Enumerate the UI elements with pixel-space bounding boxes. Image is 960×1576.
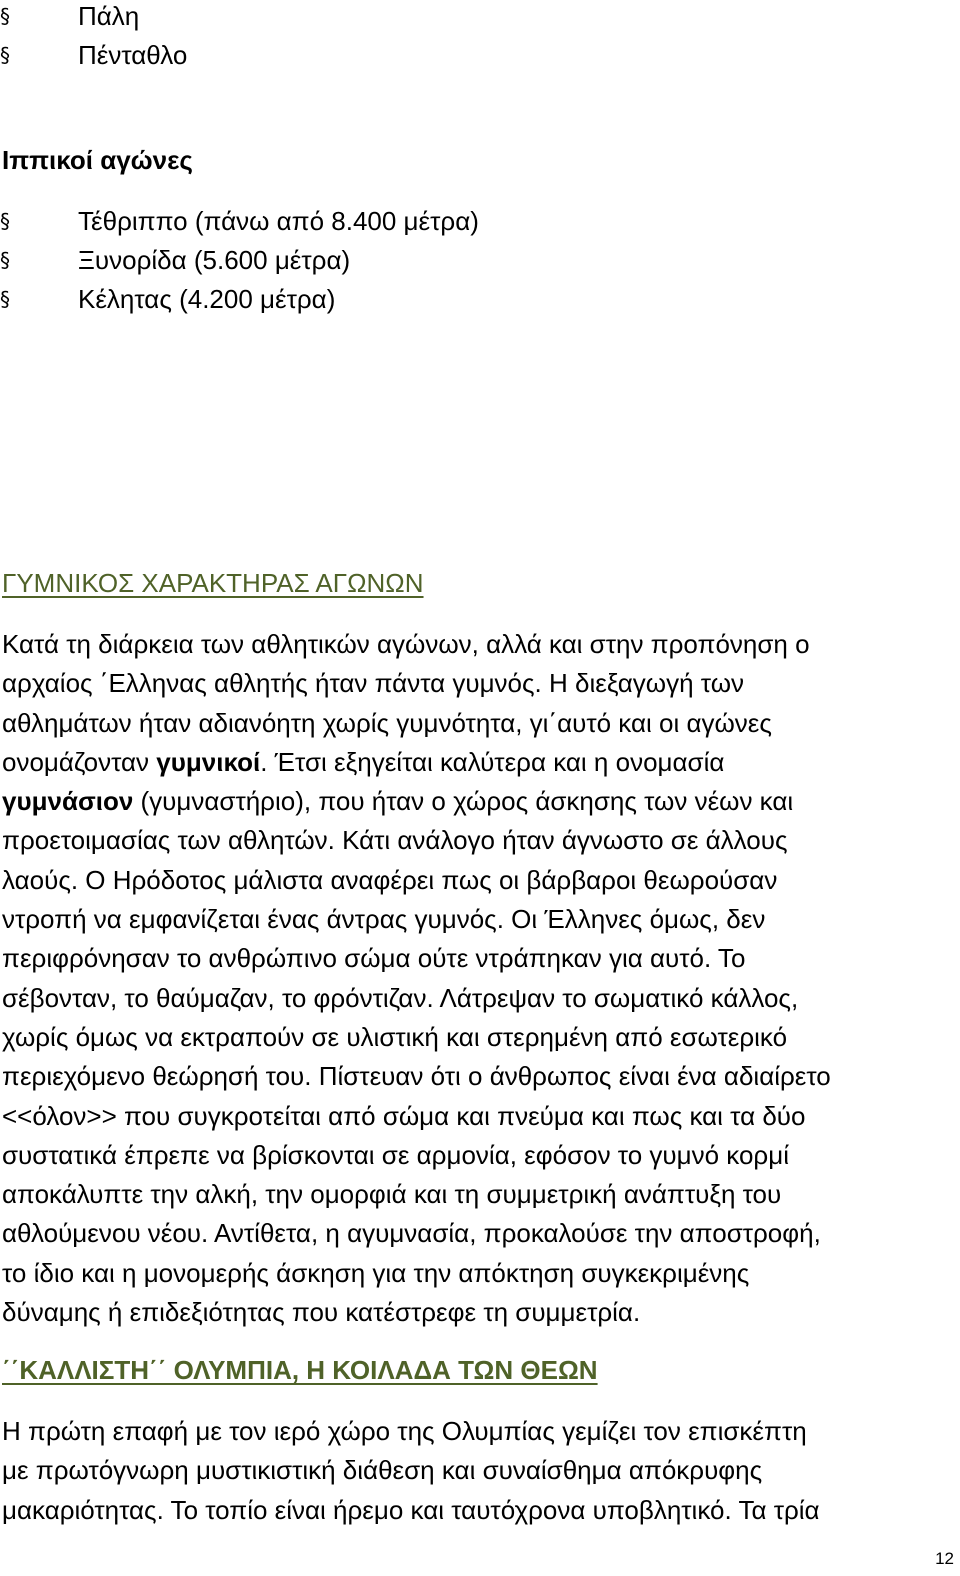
- text-line: αρχαίος ΄Ελληνας αθλητής ήταν πάντα γυμνός. Η διεξαγωγή των: [2, 668, 744, 699]
- page-number: 12: [935, 1549, 954, 1568]
- text-line: Κατά τη διάρκεια των αθλητικών αγώνων, αλλά και στην προπόνηση ο: [2, 629, 810, 659]
- bold-term-gymnikoi: γυμνικοί: [156, 746, 261, 777]
- text-run: . Έτσι εξηγείται καλύτερα και η ονομασία: [260, 746, 725, 777]
- text-line: αθλούμενου νέου. Αντίθετα, η αγυμνασία, προκαλούσε την αποστροφή,: [2, 1218, 821, 1249]
- text-line: σέβονταν, το θαύμαζαν, το φρόντιζαν. Λάτρεψαν το σωματικό κάλλος,: [2, 982, 799, 1013]
- text-line: <<όλον>> που συγκροτείται από σώμα και πνεύμα και πως και τα δύο: [2, 1100, 806, 1131]
- list-item-text: Πένταθλο: [78, 40, 188, 70]
- horse-races-title: Ιππικοί αγώνες: [2, 145, 193, 175]
- text-line: λαούς. Ο Ηρόδοτος μάλιστα αναφέρει πως οι βάρβαροι θεωρούσαν: [2, 864, 778, 895]
- text-line: συστατικά έπρεπε να βρίσκονται σε αρμονία, εφόσον το γυμνό κορμί: [2, 1139, 789, 1170]
- nude-character-heading: ΓΥΜΝΙΚΟΣ ΧΑΡΑΚΤΗΡΑΣ ΑΓΩΝΩΝ: [2, 568, 424, 598]
- text-line: Η πρώτη επαφή με τον ιερό χώρο της Ολυμπίας γεμίζει τον επισκέπτη: [2, 1416, 807, 1446]
- bold-term-gymnasion: γυμνάσιον: [2, 786, 134, 817]
- text-run: (γυμναστήριο), που ήταν ο χώρος άσκησης των νέων και: [133, 786, 794, 817]
- list-item-text: Ξυνορίδα (5.600 μέτρα): [78, 245, 351, 275]
- text-line: ντροπή να εμφανίζεται ένας άντρας γυμνός. Οι Έλληνες όμως, δεν: [2, 904, 766, 935]
- section-sign-bullet-icon: §: [0, 4, 10, 28]
- list-item-text: Κέλητας (4.200 μέτρα): [78, 284, 336, 314]
- text-line: [2, 743, 948, 782]
- section-sign-bullet-icon: §: [0, 248, 10, 272]
- list-item-text: Τέθριππο (πάνω από 8.400 μέτρα): [78, 206, 479, 236]
- text-line: [2, 782, 948, 821]
- text-line: περιφρόνησαν το ανθρώπινο σώμα ούτε ντράπηκαν για αυτό. Το: [2, 943, 746, 974]
- text-line: μακαριότητας. Το τοπίο είναι ήρεμο και ταυτόχρονα υποβλητικό. Τα τρία: [2, 1494, 820, 1525]
- text-run: ονομάζονταν: [2, 746, 157, 777]
- list-item-text: Πάλη: [78, 1, 140, 31]
- section-sign-bullet-icon: §: [0, 209, 10, 233]
- text-line: αθλημάτων ήταν αδιανόητη χωρίς γυμνότητα, γι΄αυτό και οι αγώνες: [2, 707, 772, 738]
- text-line: αποκάλυπτε την αλκή, την ομορφιά και τη συμμετρική ανάπτυξη του: [2, 1179, 782, 1210]
- nude-character-paragraph: [2, 625, 948, 1332]
- text-line: προετοιμασίας των αθλητών. Κάτι ανάλογο ήταν άγνωστο σε άλλους: [2, 825, 788, 856]
- text-line: περιεχόμενο θεώρησή του. Πίστευαν ότι ο άνθρωπος είναι ένα αδιαίρετο: [2, 1061, 831, 1092]
- section-sign-bullet-icon: §: [0, 43, 10, 67]
- text-line: δύναμης ή επιδεξιότητας που κατέστρεφε τη συμμετρία.: [2, 1297, 641, 1328]
- olympia-heading: ΄΄ΚΑΛΛΙΣΤΗ΄΄ ΟΛΥΜΠΙΑ, Η ΚΟΙΛΑΔΑ ΤΩΝ ΘΕΩΝ: [2, 1355, 598, 1385]
- text-line: χωρίς όμως να εκτραπούν σε υλιστική και στερημένη από εσωτερικό: [2, 1021, 788, 1052]
- text-line: το ίδιο και η μονομερής άσκηση για την απόκτηση συγκεκριμένης: [2, 1257, 750, 1288]
- text-line: με πρωτόγνωρη μυστικιστική διάθεση και συναίσθημα απόκρυφης: [2, 1455, 763, 1486]
- olympia-paragraph: [2, 1412, 948, 1530]
- section-sign-bullet-icon: §: [0, 287, 10, 311]
